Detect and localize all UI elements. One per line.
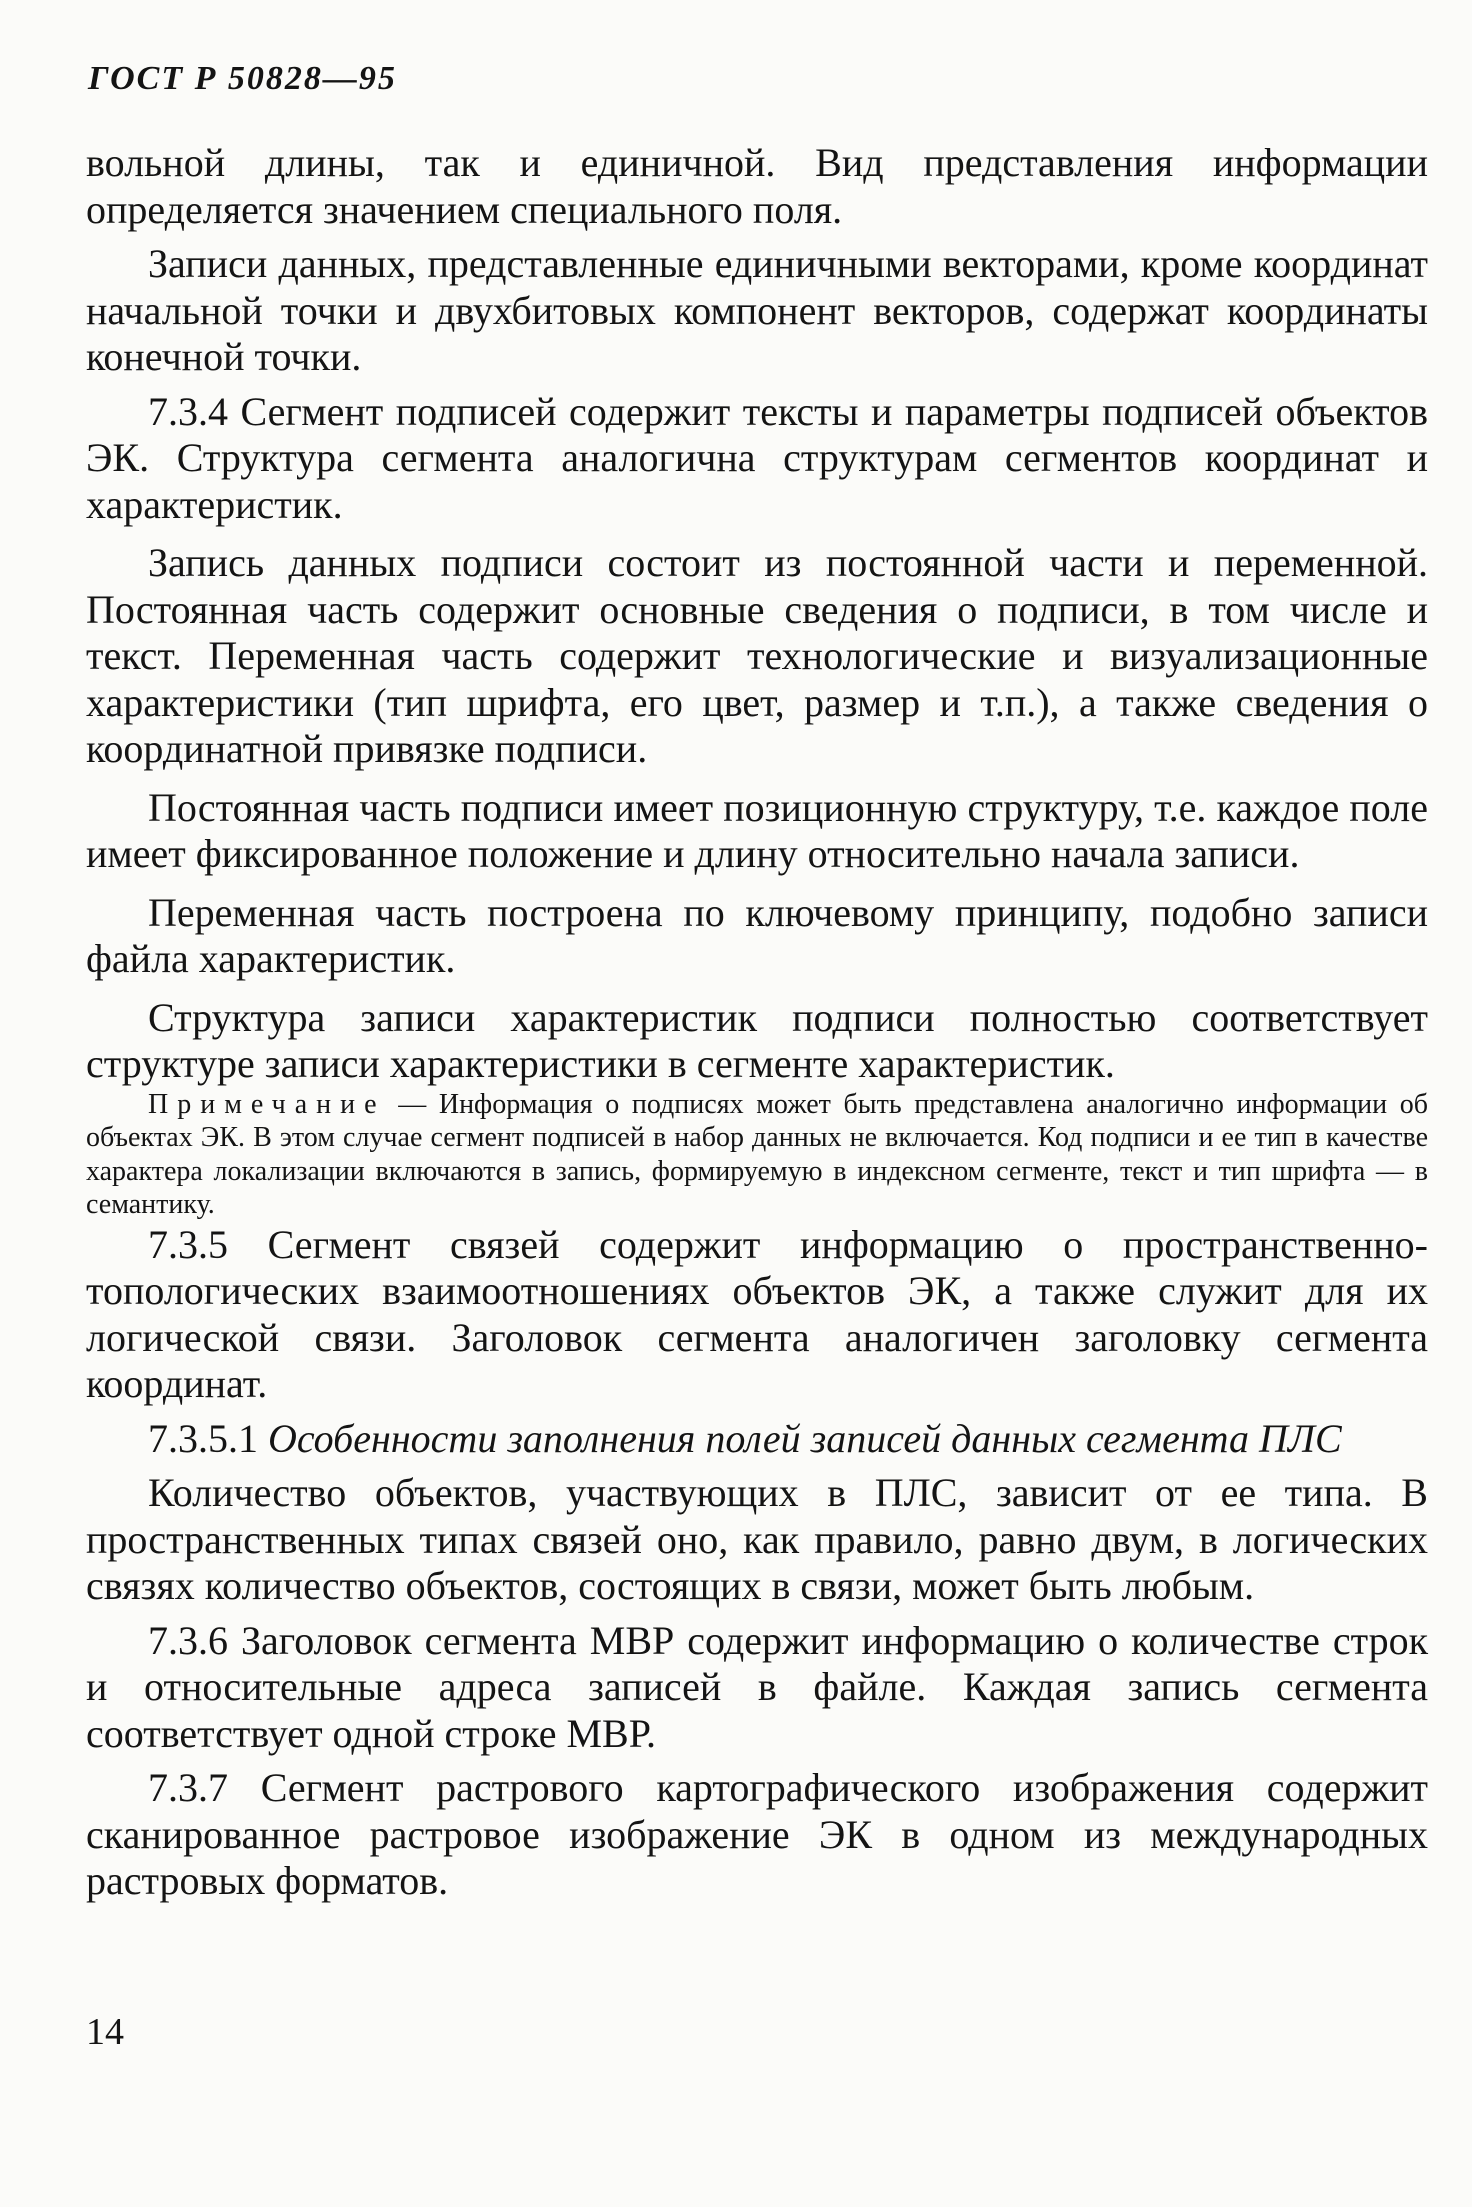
paragraph: Записи данных, представленные единичными векторами, кроме координат начальной точки и двухбитовых компонент векторов, содержат координаты конечной точки.: [86, 241, 1428, 379]
page-number: 14: [86, 2011, 124, 2053]
paragraph: Количество объектов, участвующих в ПЛС, зависит от ее типа. В пространственных типах связей оно, как правило, равно двум, в логических связях количество объектов, состоящих в связи, может быть любым.: [86, 1470, 1428, 1609]
paragraph: Постоянная часть подписи имеет позиционную структуру, т.е. каждое поле имеет фиксированное положение и длину относительно начала записи.: [86, 784, 1428, 876]
paragraph: Переменная часть построена по ключевому принципу, подобно записи файла характеристик.: [86, 889, 1428, 981]
note-label: Примечание: [148, 1088, 386, 1120]
section-7-3-6: 7.3.6 Заголовок сегмента МВР содержит информацию о количестве строк и относительные адреса записей в файле. Каждая запись сегмента соответствует одной строке МВР.: [86, 1617, 1428, 1756]
section-title: Особенности заполнения полей записей данных сегмента ПЛС: [268, 1415, 1342, 1461]
paragraph: 7.3.4 Сегмент подписей содержит тексты и параметры подписей объектов ЭК. Структура сегмента аналогична структурам сегментов координат и характеристик.: [86, 388, 1428, 527]
note-text: — Информация о подписях может быть представлена аналогично информации об объектах ЭК. В этом случае сегмент подписей в набор данных не включается. Код подписи и ее тип в качестве характера локализации включаются в запись, формируемую в индексном сегменте, текст и тип шрифта — в семантику.: [86, 1088, 1428, 1221]
document-header: ГОСТ Р 50828—95: [88, 60, 397, 97]
note: [86, 1088, 1428, 1222]
section-7-3-5: 7.3.5 Сегмент связей содержит информацию о пространственно-топологических взаимоотношениях объектов ЭК, а также служит для их логической связи. Заголовок сегмента аналогичен заголовку сегмента координат.: [86, 1221, 1428, 1407]
section-7-3-5-1: [86, 1416, 1428, 1463]
section-number: 7.3.5.1: [148, 1415, 268, 1461]
paragraph: Запись данных подписи состоит из постоянной части и переменной. Постоянная часть содержит основные сведения о подписи, в том числе и текст. Переменная часть содержит технологические и визуализационные характеристики (тип шрифта, его цвет, размер и т.п.), а также сведения о координатной привязке подписи.: [86, 540, 1428, 771]
document-body: [86, 140, 1428, 1905]
paragraph: Структура записи характеристик подписи полностью соответствует структуре записи характеристики в сегменте характеристик.: [86, 994, 1428, 1086]
section-7-3-7: 7.3.7 Сегмент растрового картографического изображения содержит сканированное растровое изображение ЭК в одном из международных растровых форматов.: [86, 1765, 1428, 1904]
paragraph: вольной длины, так и единичной. Вид представления информации определяется значением специального поля.: [86, 140, 1428, 232]
